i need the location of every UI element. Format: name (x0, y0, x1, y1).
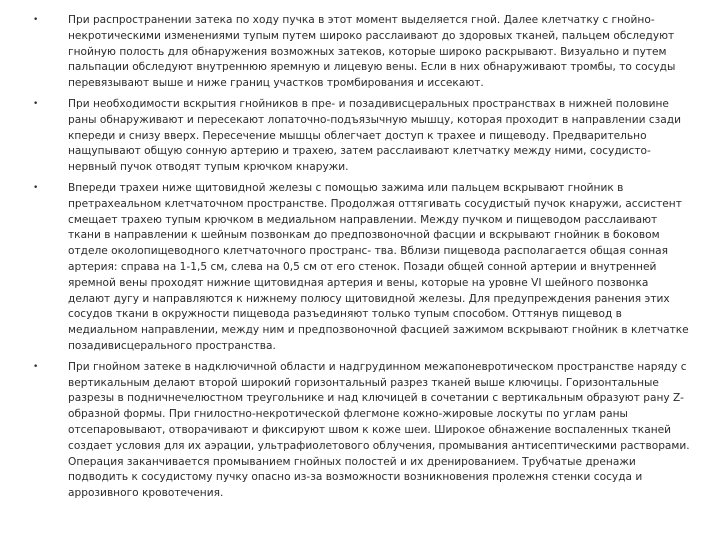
bullet-icon: • (33, 182, 39, 193)
paragraph-list (33, 13, 690, 502)
bullet-icon: • (33, 98, 39, 109)
list-item (33, 181, 690, 355)
paragraph-text: При распространении затека по ходу пучка в этот момент выделяется гной. Далее клетчатку с гнойно-некротическими изменениями тупым путем широко расслаивают до здоровых тканей, пальцем обследуют гнойную полость для обнаружения возможных затеков, которые широко раскрывают. Визуально и путем пальпации обследуют внутреннюю яремную и лицевую вены. Если в них обнаруживают тромбы, то сосуды перевязывают выше и ниже границ участков тромбирования и иссекают. (68, 14, 676, 90)
bullet-icon: • (33, 15, 39, 25)
list-item (33, 360, 690, 502)
list-item (33, 13, 690, 92)
paragraph-text: Впереди трахеи ниже щитовидной железы с помощью зажима или пальцем вскрывают гнойник в претрахеальном клетчаточном пространстве. Продолжая оттягивать сосудистый пучок кнаружи, ассистент смещает трахею тупым крючком в медиальном направлении. Между пучком и пищеводом расслаивают ткани в направлении к шейным позвонкам до предпозвоночной фасции и вскрывают гнойник в боковом отделе околопищеводного клетчаточного пространс- тва. Вблизи пищевода располагается общая сонная артерия: справа на 1-1,5 см, слева на 0,5 см от его стенок. Позади общей сонной артерии и внутренней яремной вены проходят нижние щитовидная артерия и вены, которые на уровне VI шейного позвонка делают дугу и направляются к нижнему полюсу щитовидной железы. Для предупреждения ранения этих сосудов ткани в окружности пищевода разъединяют только тупым способом. Оттянув пищевод в медиальном направлении, между ним и предпозвоночной фасцией зажимом вскрывают гнойник в клетчатке позадивисцерального пространства. (68, 181, 689, 352)
paragraph-text: При необходимости вскрытия гнойников в пре- и позадивисцеральных пространствах в нижней половине раны обнаруживают и пересекают лопаточно-подъязычную мышцу, которая проходит в направлении сзади кпереди и снизу вверх. Пересечение мышцы облегчает доступ к трахее и пищеводу. Предварительно нащупывают общую сонную артерию и трахею, затем расслаивают клетчатку между ними, сосудисто-нервный пучок отводят тупым крючком кнаружи. (68, 97, 681, 174)
paragraph-text: При гнойном затеке в надключичной области и надгрудинном межапоневротическом пространстве наряду с вертикальным делают второй широкий горизонтальный разрез тканей выше ключицы. Горизонтальные разрезы в подничнечелюстном треугольнике и над ключицей в сочетании с вертикальным образуют рану Z-образной формы. При гнилостно-некротической флегмоне кожно-жировые лоскуты по углам раны отсепаровывают, отворачивают и фиксируют швом к коже шеи. Широкое обнажение воспаленных тканей создает условия для их аэрации, ультрафиолетового облучения, промывания антисептическими растворами. Операция заканчивается промыванием гнойных полостей и их дренированием. Трубчатые дренажи подводить к сосудистому пучку опасно из-за возможности возникновения пролежня стенки сосуда и аррозивного кровотечения. (68, 360, 690, 500)
bullet-icon: • (33, 361, 39, 372)
list-item (33, 97, 690, 176)
